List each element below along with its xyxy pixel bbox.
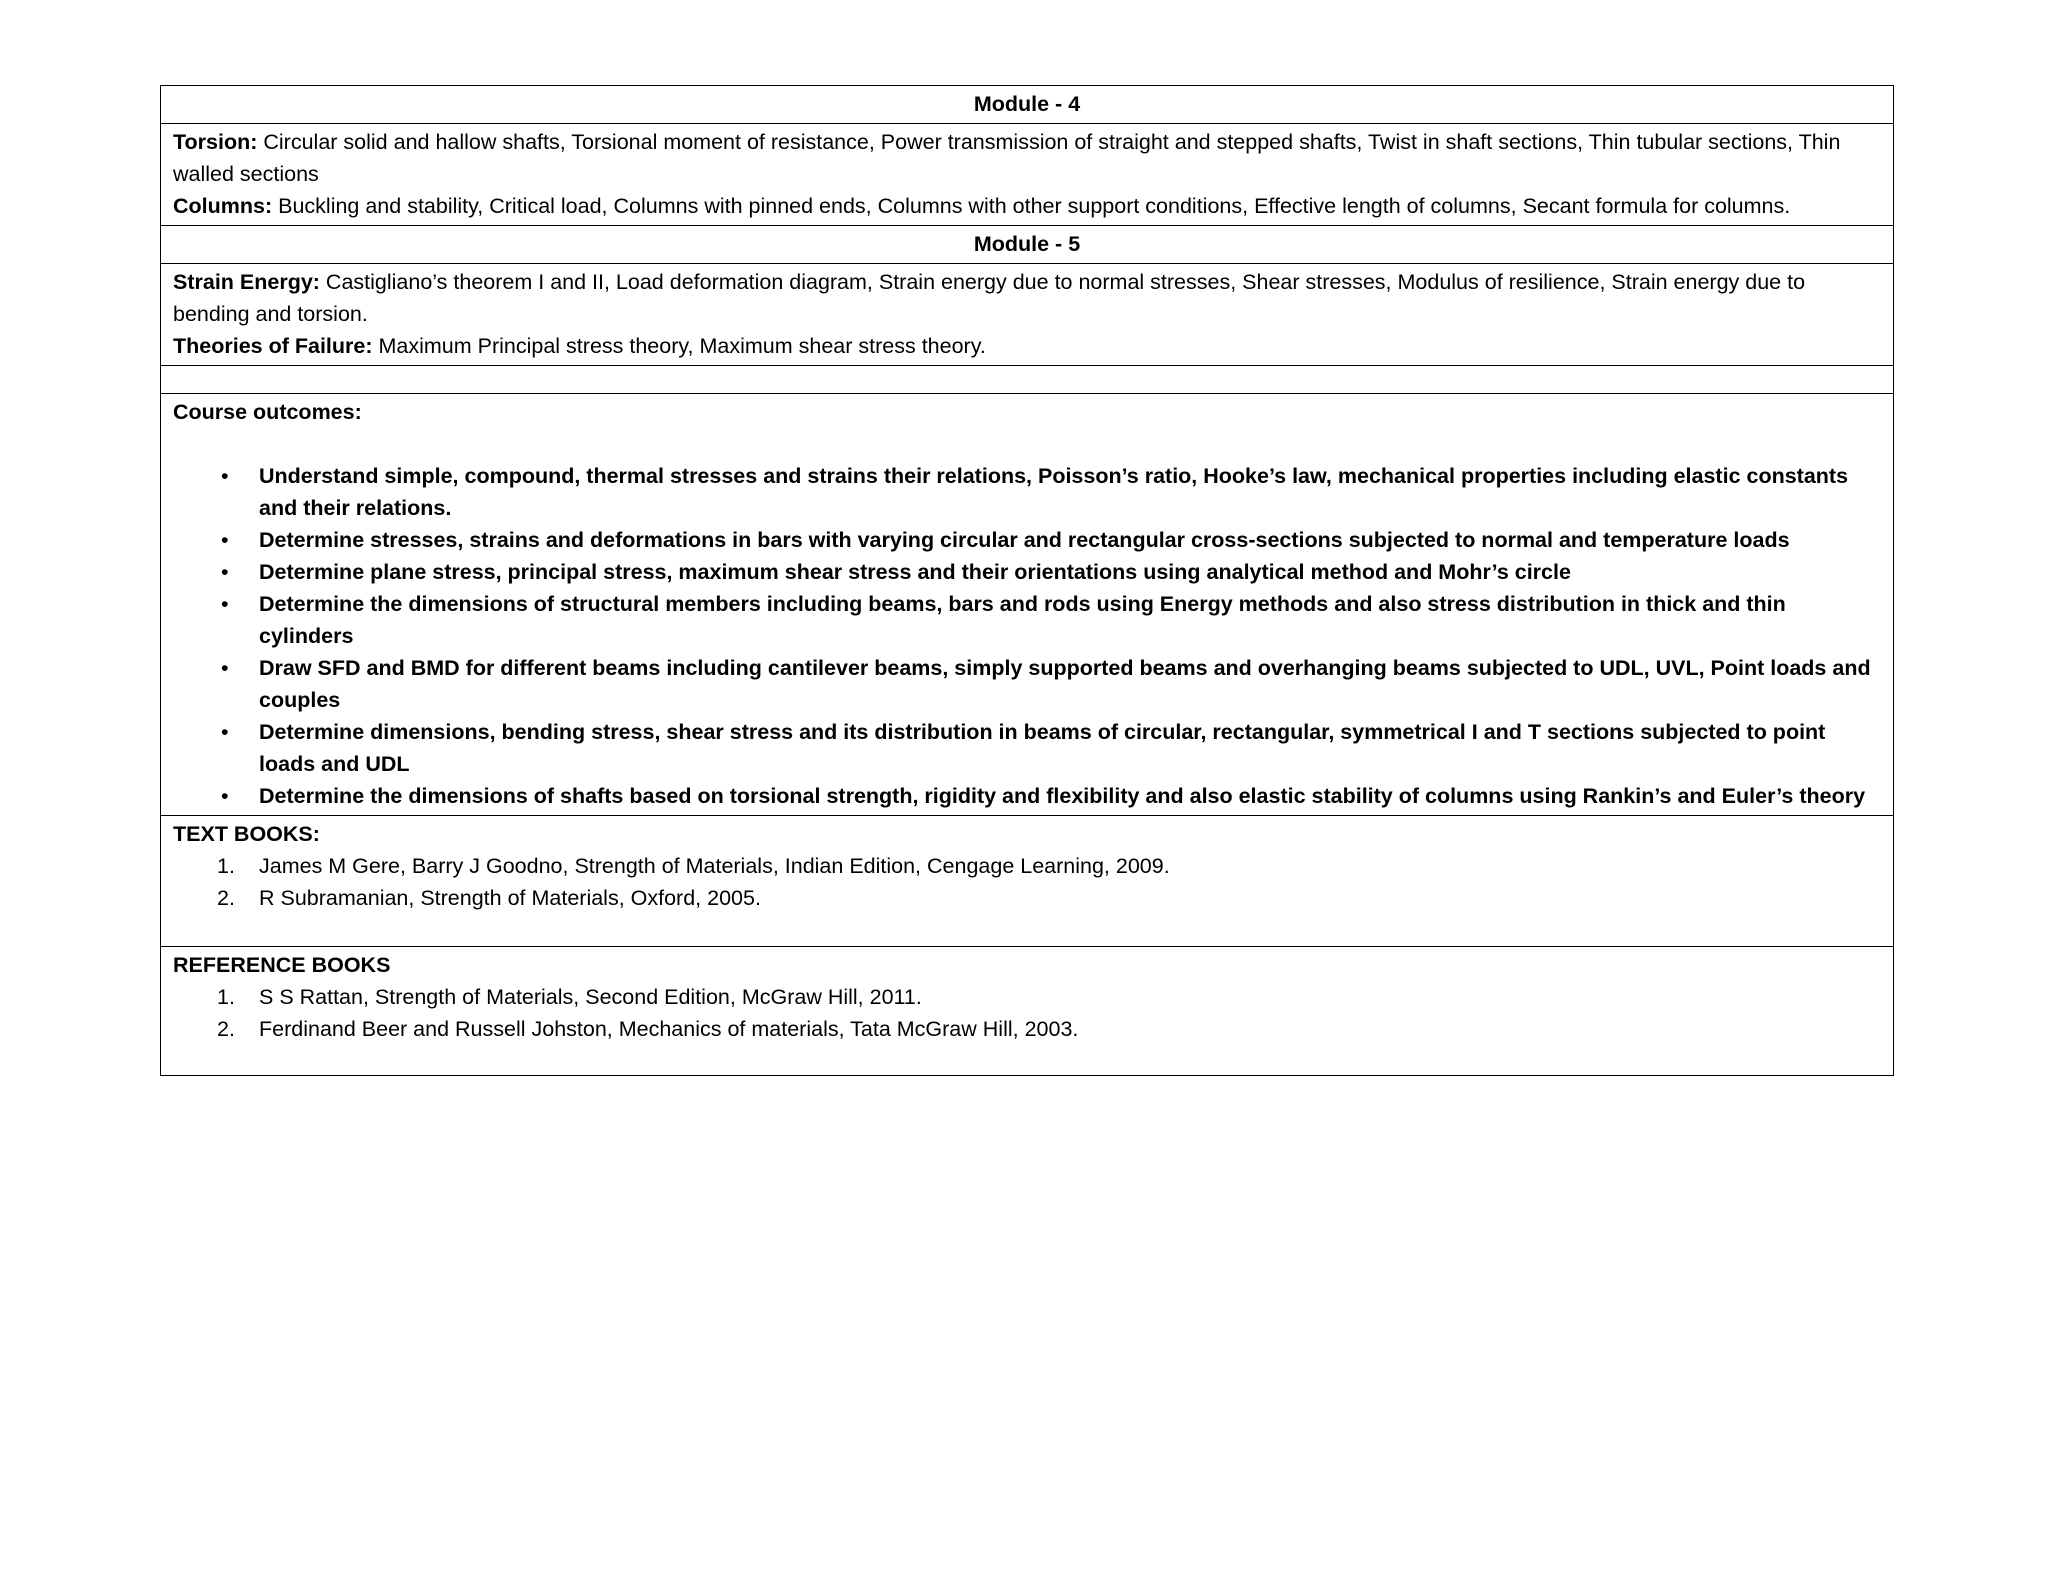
outcome-text: Draw SFD and BMD for different beams including cantilever beams, simply supported beams and overhanging beams subjected to UDL, UVL, Point loads and couples [259, 656, 1871, 712]
list-item [173, 588, 1881, 652]
outcome-text: Determine plane stress, principal stress, maximum shear stress and their orientations using analytical method and Mohr’s circle [259, 560, 1571, 584]
outcome-text: Determine the dimensions of shafts based on torsional strength, rigidity and flexibility and also elastic stability of columns using Rankin’s and Euler’s theory [259, 784, 1866, 808]
bullet-icon: • [221, 656, 229, 680]
reference-books-row [161, 947, 1894, 1076]
list-number: 1. [217, 854, 235, 878]
syllabus-table [160, 85, 1894, 1076]
module-4-heading-row [161, 86, 1894, 124]
list-item [173, 556, 1881, 588]
text-books-row [161, 816, 1894, 947]
theories-of-failure-paragraph [173, 330, 1881, 362]
reference-books-cell [161, 947, 1894, 1076]
columns-paragraph [173, 190, 1881, 222]
outcome-text: Determine the dimensions of structural members including beams, bars and rods using Energy methods and also stress distribution in thick and thin cylinders [259, 592, 1786, 648]
list-item [173, 882, 1881, 914]
bullet-icon: • [221, 528, 229, 552]
bullet-icon: • [221, 784, 229, 808]
strain-energy-label: Strain Energy: [173, 270, 320, 294]
module-5-heading-row [161, 226, 1894, 264]
outcome-text: Determine stresses, strains and deformations in bars with varying circular and rectangular cross-sections subjected to normal and temperature loads [259, 528, 1790, 552]
empty-cell [161, 366, 1894, 394]
list-item [173, 981, 1881, 1013]
text-books-list [173, 850, 1881, 914]
module-4-content-row [161, 124, 1894, 226]
text-books-cell [161, 816, 1894, 947]
list-number: 2. [217, 1017, 235, 1041]
strain-energy-text: Castigliano’s theorem I and II, Load deformation diagram, Strain energy due to normal stresses, Shear stresses, Modulus of resilience, Strain energy due to bending and torsion. [173, 270, 1806, 326]
module-4-heading: Module - 4 [161, 86, 1894, 124]
list-item [173, 716, 1881, 780]
torsion-label: Torsion: [173, 130, 258, 154]
bullet-icon: • [221, 720, 229, 744]
module-5-heading: Module - 5 [161, 226, 1894, 264]
reference-books-list [173, 981, 1881, 1045]
list-item [173, 524, 1881, 556]
columns-text: Buckling and stability, Critical load, Columns with pinned ends, Columns with other support conditions, Effective length of columns, Secant formula for columns. [272, 194, 1791, 218]
theories-of-failure-text: Maximum Principal stress theory, Maximum shear stress theory. [372, 334, 986, 358]
course-outcomes-cell [161, 394, 1894, 816]
outcome-text: Determine dimensions, bending stress, shear stress and its distribution in beams of circular, rectangular, symmetrical I and T sections subjected to point loads and UDL [259, 720, 1826, 776]
book-text: Ferdinand Beer and Russell Johston, Mechanics of materials, Tata McGraw Hill, 2003. [259, 1017, 1079, 1041]
module-5-content-row [161, 264, 1894, 366]
columns-label: Columns: [173, 194, 273, 218]
strain-energy-paragraph [173, 266, 1881, 330]
bullet-icon: • [221, 592, 229, 616]
book-text: S S Rattan, Strength of Materials, Second Edition, McGraw Hill, 2011. [259, 985, 922, 1009]
list-item [173, 460, 1881, 524]
module-4-content [161, 124, 1894, 226]
reference-books-title: REFERENCE BOOKS [173, 953, 391, 977]
list-item [173, 780, 1881, 812]
list-item [173, 1013, 1881, 1045]
book-text: R Subramanian, Strength of Materials, Oxford, 2005. [259, 886, 761, 910]
course-outcomes-list [173, 460, 1881, 812]
theories-of-failure-label: Theories of Failure: [173, 334, 373, 358]
module-5-content [161, 264, 1894, 366]
bullet-icon: • [221, 464, 229, 488]
list-number: 1. [217, 985, 235, 1009]
list-item [173, 850, 1881, 882]
torsion-text: Circular solid and hallow shafts, Torsional moment of resistance, Power transmission of straight and stepped shafts, Twist in shaft sections, Thin tubular sections, Thin walled sections [173, 130, 1841, 186]
bullet-icon: • [221, 560, 229, 584]
torsion-paragraph [173, 126, 1881, 190]
list-number: 2. [217, 886, 235, 910]
book-text: James M Gere, Barry J Goodno, Strength of Materials, Indian Edition, Cengage Learning, 2009. [259, 854, 1170, 878]
outcome-text: Understand simple, compound, thermal stresses and strains their relations, Poisson’s ratio, Hooke’s law, mechanical properties including elastic constants and their relations. [259, 464, 1849, 520]
course-outcomes-row [161, 394, 1894, 816]
list-item [173, 652, 1881, 716]
empty-row [161, 366, 1894, 394]
course-outcomes-title: Course outcomes: [173, 400, 362, 424]
text-books-title: TEXT BOOKS: [173, 822, 320, 846]
